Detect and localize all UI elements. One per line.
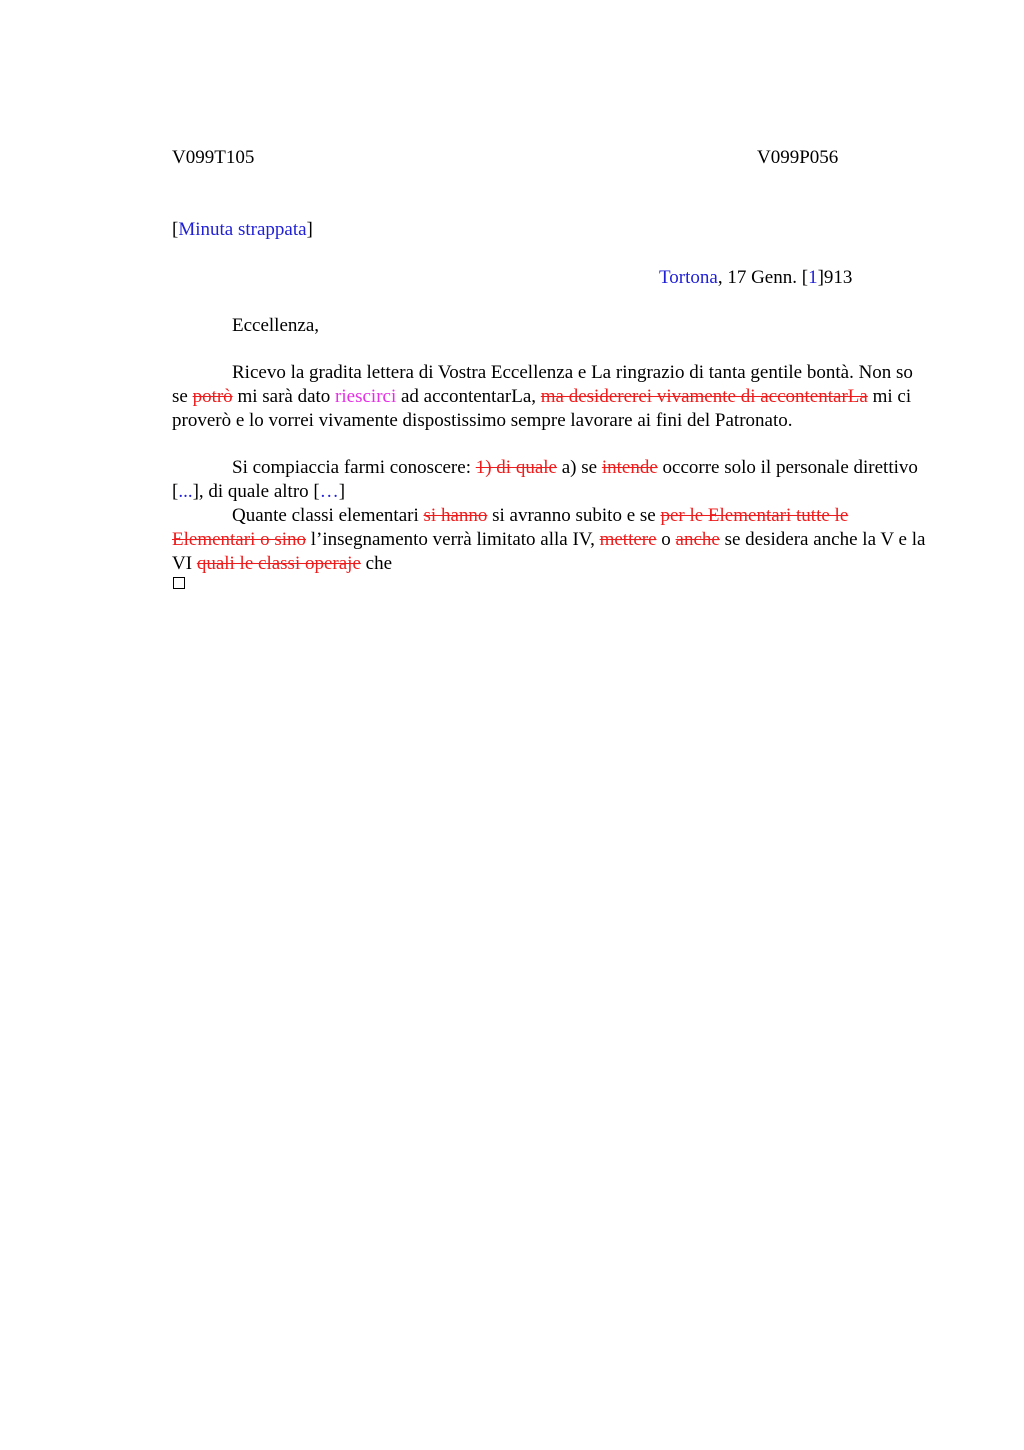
dateline	[659, 266, 852, 290]
text-run: se desidera anche la V e la VI	[172, 529, 926, 574]
dateline-year-digit: 1	[808, 267, 818, 288]
salutation: Eccellenza,	[232, 315, 320, 336]
paragraph-2	[172, 456, 932, 504]
text-run: ad accontentarLa,	[396, 386, 541, 407]
editorial-ellipsis: …	[319, 481, 339, 502]
text-run: a) se	[557, 457, 602, 478]
deletion: quali le classi operaje	[196, 553, 361, 574]
deletion: ma desidererei vivamente di accontentarLa	[540, 386, 868, 407]
text-run: o	[656, 529, 676, 550]
addition: riescirci	[335, 386, 397, 407]
note-bracket-close: ]	[306, 219, 313, 240]
deletion: mettere	[599, 529, 657, 550]
text-run: Ricevo la gradita lettera di Vostra Eccellenza e La ringrazio di tanta gentile bontà. Non so se	[172, 362, 913, 407]
text-run: Quante classi elementari	[232, 505, 424, 526]
text-run: ]	[338, 481, 346, 502]
header-left-code: V099T105	[172, 147, 255, 168]
editorial-ellipsis: ...	[178, 481, 193, 502]
deletion: per le Elementari tutte le Elementari o sino	[172, 505, 849, 550]
note-bracket-open: [	[172, 219, 179, 240]
text-run: l’insegnamento verrà limitato alla IV,	[306, 529, 600, 550]
text-run: che	[360, 553, 393, 574]
end-of-text-box-icon	[173, 577, 185, 589]
paragraph-1	[172, 361, 932, 433]
deletion: 1) di quale	[475, 457, 557, 478]
deletion: intende	[601, 457, 658, 478]
text-run: occorre solo il personale direttivo [	[172, 457, 918, 502]
deletion: potrò	[192, 386, 233, 407]
text-run: si avranno subito e se	[487, 505, 661, 526]
dateline-date-a: , 17 Genn. [	[717, 267, 809, 288]
deletion: si hanno	[423, 505, 488, 526]
header-right-code: V099P056	[757, 147, 839, 168]
text-run: Si compiaccia farmi conoscere:	[232, 457, 476, 478]
paragraph-3	[172, 504, 932, 576]
editorial-note	[172, 218, 313, 242]
note-text: Minuta strappata	[178, 219, 307, 240]
dateline-place: Tortona	[659, 267, 718, 288]
text-run: mi ci proverò e lo vorrei vivamente dispostissimo sempre lavorare ai fini del Patronato.	[172, 386, 912, 431]
text-run: mi sarà dato	[232, 386, 336, 407]
deletion: anche	[675, 529, 720, 550]
dateline-date-b: ]913	[817, 267, 853, 288]
text-run: ], di quale altro [	[192, 481, 320, 502]
